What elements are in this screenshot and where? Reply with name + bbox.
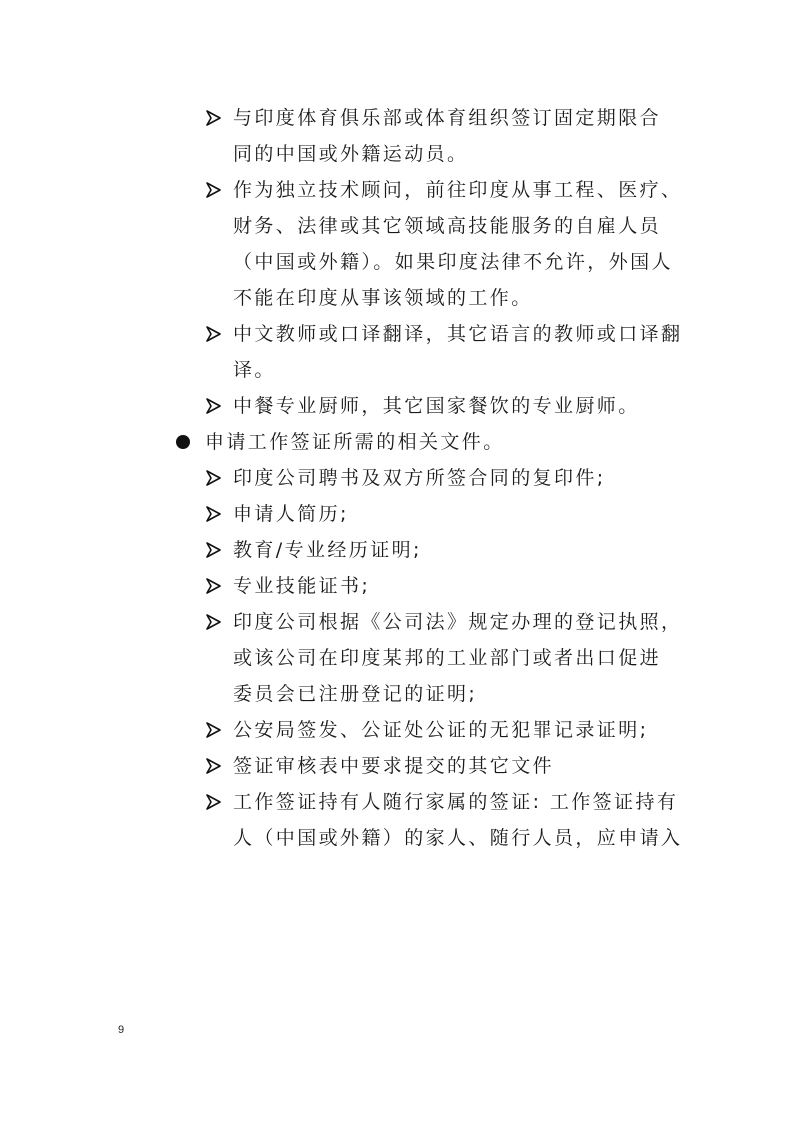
list-item-continuation: [0, 280, 794, 316]
line-text: 印度公司根据《公司法》规定办理的登记执照，: [233, 611, 683, 633]
arrow-bullet-icon: [204, 505, 222, 523]
line-text: 印度公司聘书及双方所签合同的复印件;: [233, 467, 606, 489]
list-item: [0, 748, 794, 784]
arrow-bullet-icon: [204, 613, 222, 631]
arrow-bullet-icon: [204, 109, 222, 127]
line-text: 或该公司在印度某邦的工业部门或者出口促进: [233, 647, 662, 669]
arrow-bullet-icon: [204, 325, 222, 343]
list-item: [0, 100, 794, 136]
list-item-continuation: [0, 820, 794, 856]
line-text: 申请工作签证所需的相关文件。: [205, 431, 505, 453]
list-item: [0, 532, 794, 568]
page-number: 9: [118, 1024, 125, 1036]
line-text: 财务、法律或其它领域高技能服务的自雇人员: [233, 215, 662, 237]
line-text: 公安局签发、公证处公证的无犯罪记录证明;: [233, 719, 649, 741]
line-text: 签证审核表中要求提交的其它文件: [233, 755, 555, 777]
line-text: 与印度体育俱乐部或体育组织签订固定期限合: [233, 107, 662, 129]
list-item-continuation: [0, 640, 794, 676]
line-text: 不能在印度从事该领域的工作。: [233, 287, 533, 309]
line-text: 人（中国或外籍）的家人、随行人员，应申请入: [233, 827, 683, 849]
list-item: [0, 496, 794, 532]
line-text: 工作签证持有人随行家属的签证: 工作签证持有: [233, 791, 679, 813]
list-item: [0, 388, 794, 424]
list-item: [0, 568, 794, 604]
arrow-bullet-icon: [204, 397, 222, 415]
round-bullet-icon: [176, 435, 190, 449]
list-item-continuation: [0, 352, 794, 388]
line-text: 教育/专业经历证明;: [233, 539, 422, 561]
line-text: 委员会已注册登记的证明;: [233, 683, 478, 705]
arrow-bullet-icon: [204, 757, 222, 775]
list-item: [0, 604, 794, 640]
arrow-bullet-icon: [204, 541, 222, 559]
arrow-bullet-icon: [204, 181, 222, 199]
list-item-continuation: [0, 208, 794, 244]
arrow-bullet-icon: [204, 469, 222, 487]
line-text: 中餐专业厨师，其它国家餐饮的专业厨师。: [233, 395, 640, 417]
arrow-bullet-icon: [204, 793, 222, 811]
list-heading: [0, 424, 794, 460]
line-text: 译。: [233, 359, 276, 381]
list-item: [0, 712, 794, 748]
list-item-continuation: [0, 676, 794, 712]
line-text: 申请人简历;: [233, 503, 349, 525]
list-item: [0, 316, 794, 352]
line-text: 作为独立技术顾问，前往印度从事工程、医疗、: [233, 179, 683, 201]
list-item-continuation: [0, 136, 794, 172]
list-item: [0, 784, 794, 820]
list-item: [0, 460, 794, 496]
line-text: 中文教师或口译翻译，其它语言的教师或口译翻: [233, 323, 683, 345]
arrow-bullet-icon: [204, 577, 222, 595]
line-text: （中国或外籍）。如果印度法律不允许，外国人: [233, 251, 673, 273]
list-item: [0, 172, 794, 208]
arrow-bullet-icon: [204, 721, 222, 739]
line-text: 同的中国或外籍运动员。: [233, 143, 469, 165]
line-text: 专业技能证书;: [233, 575, 371, 597]
list-item-continuation: [0, 244, 794, 280]
content-list: [0, 100, 794, 856]
